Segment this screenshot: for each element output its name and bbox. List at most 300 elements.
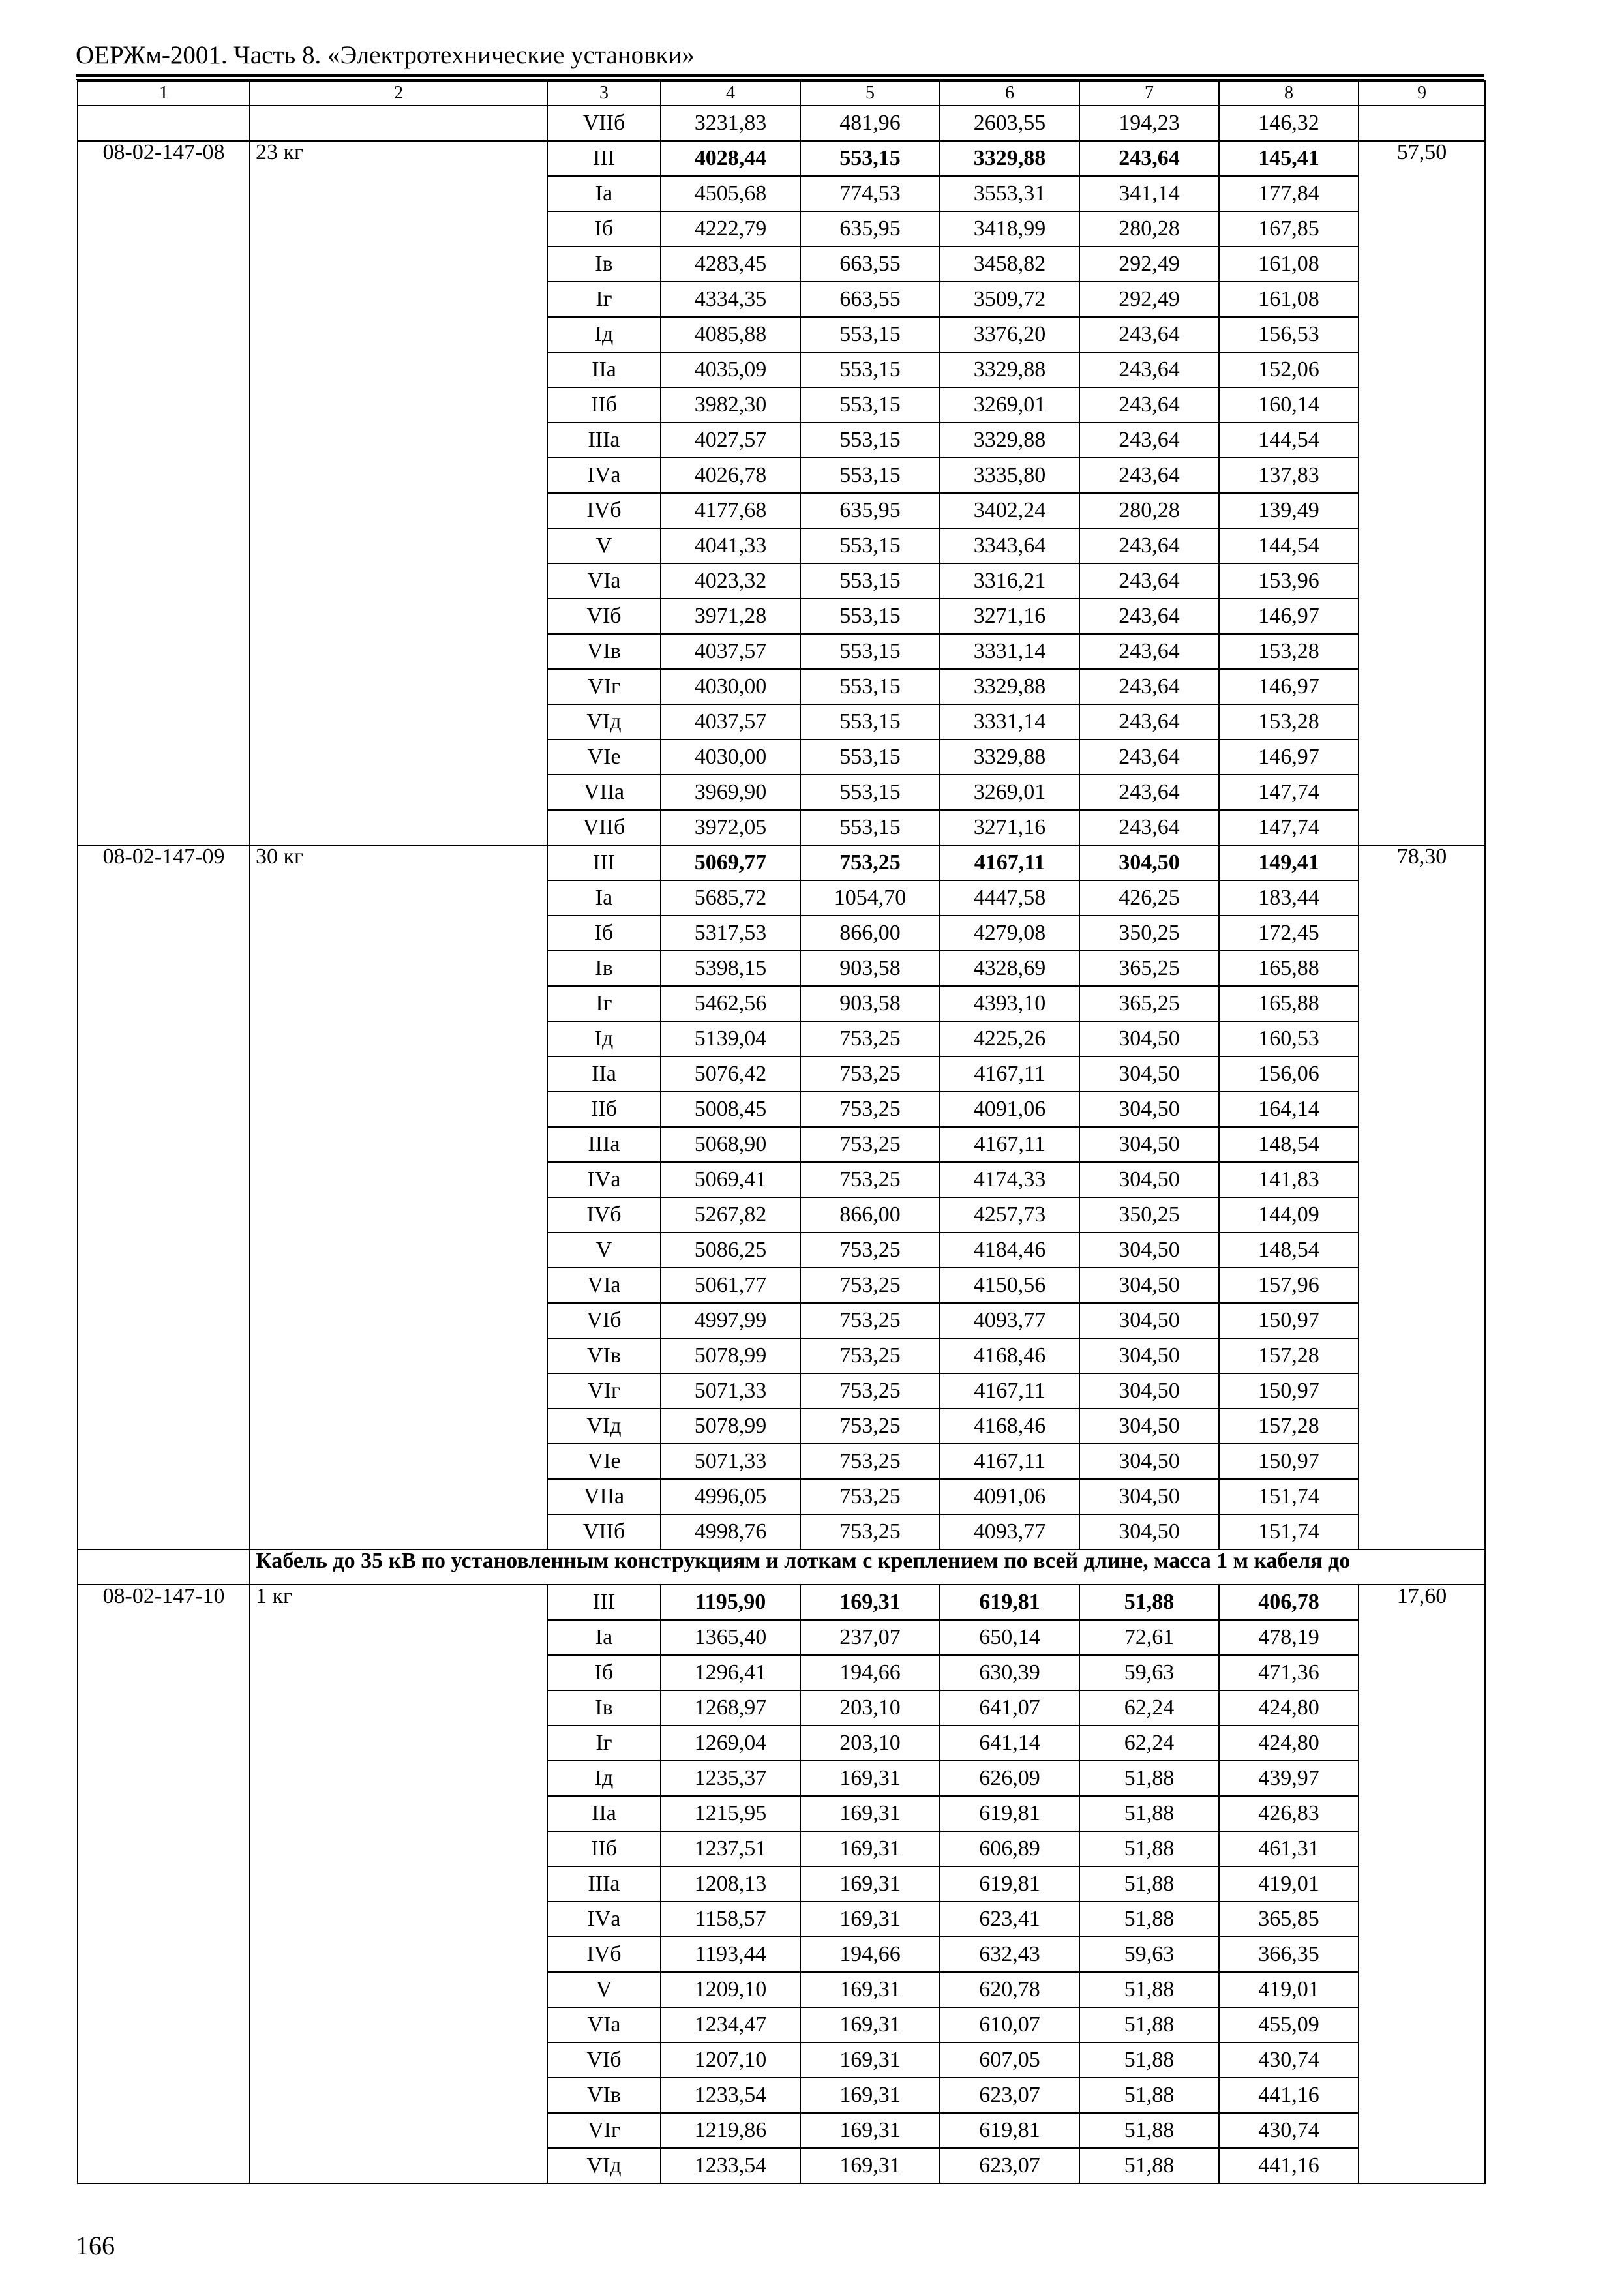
machinists-wages-cell: 341,14 — [1079, 176, 1219, 211]
machinists-wages-cell: 51,88 — [1079, 1796, 1219, 1831]
machines-cell: 4167,11 — [940, 845, 1079, 880]
materials-cell: 146,97 — [1219, 740, 1359, 775]
rate-name: 30 кг — [250, 845, 547, 1549]
total-cost-cell: 4037,57 — [661, 634, 800, 669]
wages-cell: 1054,70 — [800, 880, 940, 916]
total-cost-cell: 5462,56 — [661, 986, 800, 1021]
machinists-wages-cell: 243,64 — [1079, 810, 1219, 845]
zone-cell: VIIб — [547, 810, 661, 845]
wages-cell: 553,15 — [800, 141, 940, 176]
total-cost-cell: 4997,99 — [661, 1303, 800, 1338]
machinists-wages-cell: 304,50 — [1079, 1373, 1219, 1409]
machines-cell: 4279,08 — [940, 916, 1079, 951]
zone-cell: IVб — [547, 493, 661, 528]
total-cost-cell: 4505,68 — [661, 176, 800, 211]
machines-cell: 650,14 — [940, 1620, 1079, 1655]
total-cost-cell: 4996,05 — [661, 1479, 800, 1514]
zone-cell: III — [547, 1585, 661, 1620]
materials-cell: 146,97 — [1219, 599, 1359, 634]
total-cost-cell: 5069,41 — [661, 1162, 800, 1197]
wages-cell: 203,10 — [800, 1690, 940, 1726]
machines-cell: 610,07 — [940, 2007, 1079, 2042]
zone-cell: Iг — [547, 986, 661, 1021]
zone-cell: Iа — [547, 1620, 661, 1655]
machines-cell: 619,81 — [940, 1866, 1079, 1902]
materials-cell: 149,41 — [1219, 845, 1359, 880]
wages-cell: 553,15 — [800, 634, 940, 669]
zone-cell: V — [547, 528, 661, 563]
header-rule — [76, 74, 1484, 77]
wages-cell: 553,15 — [800, 740, 940, 775]
materials-cell: 161,08 — [1219, 247, 1359, 282]
rate-code: 08-02-147-08 — [78, 141, 250, 845]
wages-cell: 753,25 — [800, 1127, 940, 1162]
rate-code — [78, 106, 250, 141]
zone-cell: Iв — [547, 951, 661, 986]
machines-cell: 3509,72 — [940, 282, 1079, 317]
materials-cell: 478,19 — [1219, 1620, 1359, 1655]
zone-cell: VIб — [547, 1303, 661, 1338]
total-cost-cell: 5078,99 — [661, 1409, 800, 1444]
machinists-wages-cell: 243,64 — [1079, 704, 1219, 740]
machinists-wages-cell: 243,64 — [1079, 634, 1219, 669]
machinists-wages-cell: 350,25 — [1079, 1197, 1219, 1233]
materials-cell: 157,28 — [1219, 1338, 1359, 1373]
machines-cell: 4091,06 — [940, 1092, 1079, 1127]
total-cost-cell: 4030,00 — [661, 669, 800, 704]
materials-cell: 148,54 — [1219, 1233, 1359, 1268]
machines-cell: 619,81 — [940, 1796, 1079, 1831]
machines-cell: 3331,14 — [940, 704, 1079, 740]
materials-cell: 157,96 — [1219, 1268, 1359, 1303]
machinists-wages-cell: 243,64 — [1079, 775, 1219, 810]
machines-cell: 3329,88 — [940, 740, 1079, 775]
machines-cell: 3271,16 — [940, 810, 1079, 845]
materials-cell: 165,88 — [1219, 986, 1359, 1021]
machinists-wages-cell: 304,50 — [1079, 1409, 1219, 1444]
machines-cell: 606,89 — [940, 1831, 1079, 1866]
machines-cell: 623,07 — [940, 2148, 1079, 2183]
zone-cell: V — [547, 1972, 661, 2007]
zone-cell: Iб — [547, 916, 661, 951]
materials-cell: 165,88 — [1219, 951, 1359, 986]
machinists-wages-cell: 280,28 — [1079, 493, 1219, 528]
machinists-wages-cell: 280,28 — [1079, 211, 1219, 247]
zone-cell: VIе — [547, 740, 661, 775]
machinists-wages-cell: 243,64 — [1079, 387, 1219, 423]
wages-cell: 194,66 — [800, 1937, 940, 1972]
total-cost-cell: 1268,97 — [661, 1690, 800, 1726]
column-number: 3 — [547, 81, 661, 106]
section-title: Кабель до 35 кВ по установленным конструкциям и лоткам с креплением по всей длине, масса 1 м кабеля до — [250, 1549, 1485, 1585]
wages-cell: 553,15 — [800, 563, 940, 599]
column-number: 2 — [250, 81, 547, 106]
machinists-wages-cell: 292,49 — [1079, 282, 1219, 317]
machines-cell: 3316,21 — [940, 563, 1079, 599]
wages-cell: 553,15 — [800, 317, 940, 352]
materials-cell: 455,09 — [1219, 2007, 1359, 2042]
materials-cell: 148,54 — [1219, 1127, 1359, 1162]
total-cost-cell: 4334,35 — [661, 282, 800, 317]
materials-cell: 441,16 — [1219, 2078, 1359, 2113]
materials-cell: 161,08 — [1219, 282, 1359, 317]
total-cost-cell: 4037,57 — [661, 704, 800, 740]
machines-cell: 641,14 — [940, 1726, 1079, 1761]
machines-cell: 3329,88 — [940, 669, 1079, 704]
wages-cell: 553,15 — [800, 387, 940, 423]
column-number: 4 — [661, 81, 800, 106]
total-cost-cell: 5076,42 — [661, 1056, 800, 1092]
machinists-wages-cell: 304,50 — [1079, 1338, 1219, 1373]
total-cost-cell: 4283,45 — [661, 247, 800, 282]
column-number-row — [78, 81, 1485, 106]
table-row — [78, 845, 1485, 880]
materials-cell: 183,44 — [1219, 880, 1359, 916]
machinists-wages-cell: 365,25 — [1079, 951, 1219, 986]
materials-cell: 151,74 — [1219, 1479, 1359, 1514]
total-cost-cell: 4998,76 — [661, 1514, 800, 1549]
zone-cell: IIа — [547, 352, 661, 387]
total-cost-cell: 4222,79 — [661, 211, 800, 247]
machines-cell: 619,81 — [940, 1585, 1079, 1620]
machinists-wages-cell: 62,24 — [1079, 1726, 1219, 1761]
zone-cell: IIIа — [547, 1866, 661, 1902]
machinists-wages-cell: 51,88 — [1079, 1866, 1219, 1902]
total-cost-cell: 1233,54 — [661, 2148, 800, 2183]
wages-cell: 553,15 — [800, 423, 940, 458]
machines-cell: 4091,06 — [940, 1479, 1079, 1514]
machines-cell: 4150,56 — [940, 1268, 1079, 1303]
zone-cell: IVа — [547, 1162, 661, 1197]
materials-cell: 153,28 — [1219, 634, 1359, 669]
machinists-wages-cell: 304,50 — [1079, 1056, 1219, 1092]
machinists-wages-cell: 51,88 — [1079, 2148, 1219, 2183]
machines-cell: 4167,11 — [940, 1373, 1079, 1409]
machines-cell: 4174,33 — [940, 1162, 1079, 1197]
machinists-wages-cell: 304,50 — [1079, 1268, 1219, 1303]
materials-cell: 144,54 — [1219, 528, 1359, 563]
machinists-wages-cell: 243,64 — [1079, 740, 1219, 775]
total-cost-cell: 4023,32 — [661, 563, 800, 599]
wages-cell: 553,15 — [800, 775, 940, 810]
machines-cell: 3376,20 — [940, 317, 1079, 352]
machinists-wages-cell: 51,88 — [1079, 1972, 1219, 2007]
zone-cell: IVб — [547, 1197, 661, 1233]
total-cost-cell: 1215,95 — [661, 1796, 800, 1831]
machines-cell: 4447,58 — [940, 880, 1079, 916]
wages-cell: 169,31 — [800, 2078, 940, 2113]
machinists-wages-cell: 243,64 — [1079, 317, 1219, 352]
wages-cell: 753,25 — [800, 1162, 940, 1197]
machines-cell: 619,81 — [940, 2113, 1079, 2148]
zone-cell: Iв — [547, 247, 661, 282]
machinists-wages-cell: 243,64 — [1079, 423, 1219, 458]
machines-cell: 607,05 — [940, 2042, 1079, 2078]
zone-cell: Iб — [547, 211, 661, 247]
wages-cell: 553,15 — [800, 352, 940, 387]
zone-cell: VIIб — [547, 106, 661, 141]
wages-cell: 553,15 — [800, 528, 940, 563]
wages-cell: 169,31 — [800, 2148, 940, 2183]
machines-cell: 3329,88 — [940, 423, 1079, 458]
materials-cell: 424,80 — [1219, 1690, 1359, 1726]
wages-cell: 663,55 — [800, 282, 940, 317]
wages-cell: 866,00 — [800, 916, 940, 951]
wages-cell: 203,10 — [800, 1726, 940, 1761]
wages-cell: 753,25 — [800, 1409, 940, 1444]
machines-cell: 4167,11 — [940, 1444, 1079, 1479]
materials-cell: 144,54 — [1219, 423, 1359, 458]
total-cost-cell: 1296,41 — [661, 1655, 800, 1690]
machinists-wages-cell: 243,64 — [1079, 528, 1219, 563]
total-cost-cell: 5398,15 — [661, 951, 800, 986]
machinists-wages-cell: 51,88 — [1079, 2042, 1219, 2078]
zone-cell: IIб — [547, 387, 661, 423]
zone-cell: III — [547, 141, 661, 176]
machinists-wages-cell: 51,88 — [1079, 2078, 1219, 2113]
machinists-wages-cell: 426,25 — [1079, 880, 1219, 916]
rate-name — [250, 106, 547, 141]
machinists-wages-cell: 304,50 — [1079, 1233, 1219, 1268]
machines-cell: 623,41 — [940, 1902, 1079, 1937]
materials-cell: 153,96 — [1219, 563, 1359, 599]
materials-cell: 144,09 — [1219, 1197, 1359, 1233]
total-cost-cell: 1219,86 — [661, 2113, 800, 2148]
materials-cell: 147,74 — [1219, 775, 1359, 810]
zone-cell: VIв — [547, 634, 661, 669]
materials-cell: 419,01 — [1219, 1866, 1359, 1902]
machines-cell: 626,09 — [940, 1761, 1079, 1796]
total-cost-cell: 4030,00 — [661, 740, 800, 775]
machinists-wages-cell: 62,24 — [1079, 1690, 1219, 1726]
wages-cell: 169,31 — [800, 1831, 940, 1866]
total-cost-cell: 5139,04 — [661, 1021, 800, 1056]
machinists-wages-cell: 243,64 — [1079, 563, 1219, 599]
zone-cell: Iв — [547, 1690, 661, 1726]
machines-cell: 620,78 — [940, 1972, 1079, 2007]
machines-cell: 3329,88 — [940, 141, 1079, 176]
zone-cell: IIб — [547, 1092, 661, 1127]
machinists-wages-cell: 292,49 — [1079, 247, 1219, 282]
wages-cell: 237,07 — [800, 1620, 940, 1655]
machines-cell: 3553,31 — [940, 176, 1079, 211]
materials-cell: 150,97 — [1219, 1373, 1359, 1409]
total-cost-cell: 5086,25 — [661, 1233, 800, 1268]
zone-cell: VIб — [547, 599, 661, 634]
rate-name: 1 кг — [250, 1585, 547, 2183]
total-cost-cell: 5061,77 — [661, 1268, 800, 1303]
zone-cell: IVа — [547, 1902, 661, 1937]
machinists-wages-cell: 243,64 — [1079, 669, 1219, 704]
total-cost-cell: 5069,77 — [661, 845, 800, 880]
wages-cell: 169,31 — [800, 1796, 940, 1831]
machines-cell: 3402,24 — [940, 493, 1079, 528]
machines-cell: 4167,11 — [940, 1056, 1079, 1092]
total-cost-cell: 3231,83 — [661, 106, 800, 141]
materials-cell: 157,28 — [1219, 1409, 1359, 1444]
zone-cell: VIв — [547, 1338, 661, 1373]
machines-cell: 623,07 — [940, 2078, 1079, 2113]
total-cost-cell: 5685,72 — [661, 880, 800, 916]
wages-cell: 194,66 — [800, 1655, 940, 1690]
zone-cell: VIг — [547, 2113, 661, 2148]
materials-cell: 419,01 — [1219, 1972, 1359, 2007]
machines-cell: 4393,10 — [940, 986, 1079, 1021]
materials-cell: 430,74 — [1219, 2113, 1359, 2148]
machines-cell: 3458,82 — [940, 247, 1079, 282]
materials-cell: 172,45 — [1219, 916, 1359, 951]
materials-cell: 145,41 — [1219, 141, 1359, 176]
machinists-wages-cell: 51,88 — [1079, 1585, 1219, 1620]
machines-cell: 3343,64 — [940, 528, 1079, 563]
wages-cell: 169,31 — [800, 1902, 940, 1937]
materials-cell: 150,97 — [1219, 1444, 1359, 1479]
materials-cell: 147,74 — [1219, 810, 1359, 845]
zone-cell: Iа — [547, 880, 661, 916]
wages-cell: 553,15 — [800, 704, 940, 740]
total-cost-cell: 1208,13 — [661, 1866, 800, 1902]
wages-cell: 903,58 — [800, 951, 940, 986]
materials-cell: 426,83 — [1219, 1796, 1359, 1831]
machines-cell: 632,43 — [940, 1937, 1079, 1972]
zone-cell: VIе — [547, 1444, 661, 1479]
materials-cell: 150,97 — [1219, 1303, 1359, 1338]
total-cost-cell: 3971,28 — [661, 599, 800, 634]
total-cost-cell: 4085,88 — [661, 317, 800, 352]
wages-cell: 903,58 — [800, 986, 940, 1021]
zone-cell: VIIб — [547, 1514, 661, 1549]
machinists-wages-cell: 350,25 — [1079, 916, 1219, 951]
materials-cell: 441,16 — [1219, 2148, 1359, 2183]
total-cost-cell: 3982,30 — [661, 387, 800, 423]
machinists-wages-cell: 304,50 — [1079, 1092, 1219, 1127]
zone-cell: VIIа — [547, 1479, 661, 1514]
materials-cell: 139,49 — [1219, 493, 1359, 528]
zone-cell: V — [547, 1233, 661, 1268]
labor-cost-cell — [1359, 106, 1485, 141]
materials-cell: 430,74 — [1219, 2042, 1359, 2078]
zone-cell: Iг — [547, 1726, 661, 1761]
machinists-wages-cell: 59,63 — [1079, 1937, 1219, 1972]
materials-cell: 366,35 — [1219, 1937, 1359, 1972]
wages-cell: 753,25 — [800, 1373, 940, 1409]
total-cost-cell: 4035,09 — [661, 352, 800, 387]
table-row — [78, 141, 1485, 176]
total-cost-cell: 5317,53 — [661, 916, 800, 951]
total-cost-cell: 4026,78 — [661, 458, 800, 493]
rate-name: 23 кг — [250, 141, 547, 845]
machines-cell: 3269,01 — [940, 387, 1079, 423]
machinists-wages-cell: 304,50 — [1079, 1303, 1219, 1338]
table-row — [78, 1585, 1485, 1620]
machinists-wages-cell: 365,25 — [1079, 986, 1219, 1021]
wages-cell: 753,25 — [800, 1092, 940, 1127]
machines-cell: 4168,46 — [940, 1338, 1079, 1373]
materials-cell: 153,28 — [1219, 704, 1359, 740]
materials-cell: 141,83 — [1219, 1162, 1359, 1197]
materials-cell: 152,06 — [1219, 352, 1359, 387]
materials-cell: 439,97 — [1219, 1761, 1359, 1796]
machinists-wages-cell: 51,88 — [1079, 2007, 1219, 2042]
total-cost-cell: 5267,82 — [661, 1197, 800, 1233]
machinists-wages-cell: 304,50 — [1079, 1479, 1219, 1514]
wages-cell: 553,15 — [800, 669, 940, 704]
machines-cell: 2603,55 — [940, 106, 1079, 141]
materials-cell: 156,06 — [1219, 1056, 1359, 1092]
total-cost-cell: 1195,90 — [661, 1585, 800, 1620]
machinists-wages-cell: 304,50 — [1079, 1162, 1219, 1197]
table-row — [78, 106, 1485, 141]
wages-cell: 753,25 — [800, 845, 940, 880]
wages-cell: 753,25 — [800, 1021, 940, 1056]
machines-cell: 4257,73 — [940, 1197, 1079, 1233]
labor-cost-cell: 78,30 — [1359, 845, 1485, 1549]
total-cost-cell: 5068,90 — [661, 1127, 800, 1162]
machinists-wages-cell: 194,23 — [1079, 106, 1219, 141]
column-number: 8 — [1219, 81, 1359, 106]
materials-cell: 146,32 — [1219, 106, 1359, 141]
materials-cell: 156,53 — [1219, 317, 1359, 352]
materials-cell: 164,14 — [1219, 1092, 1359, 1127]
machinists-wages-cell: 304,50 — [1079, 1127, 1219, 1162]
materials-cell: 406,78 — [1219, 1585, 1359, 1620]
machinists-wages-cell: 243,64 — [1079, 458, 1219, 493]
machines-cell: 3331,14 — [940, 634, 1079, 669]
zone-cell: Iд — [547, 317, 661, 352]
total-cost-cell: 1158,57 — [661, 1902, 800, 1937]
zone-cell: VIв — [547, 2078, 661, 2113]
wages-cell: 774,53 — [800, 176, 940, 211]
machines-cell: 4184,46 — [940, 1233, 1079, 1268]
machines-cell: 630,39 — [940, 1655, 1079, 1690]
wages-cell: 169,31 — [800, 1585, 940, 1620]
zone-cell: IVа — [547, 458, 661, 493]
zone-cell: VIг — [547, 1373, 661, 1409]
machinists-wages-cell: 243,64 — [1079, 599, 1219, 634]
machinists-wages-cell: 304,50 — [1079, 845, 1219, 880]
rate-code: 08-02-147-09 — [78, 845, 250, 1549]
total-cost-cell: 4041,33 — [661, 528, 800, 563]
wages-cell: 169,31 — [800, 2113, 940, 2148]
machines-cell: 3335,80 — [940, 458, 1079, 493]
machinists-wages-cell: 304,50 — [1079, 1444, 1219, 1479]
wages-cell: 753,25 — [800, 1303, 940, 1338]
section-row — [78, 1549, 1485, 1585]
materials-cell: 151,74 — [1219, 1514, 1359, 1549]
wages-cell: 553,15 — [800, 458, 940, 493]
materials-cell: 177,84 — [1219, 176, 1359, 211]
zone-cell: VIд — [547, 1409, 661, 1444]
machines-cell: 4093,77 — [940, 1303, 1079, 1338]
machines-cell: 3329,88 — [940, 352, 1079, 387]
machines-cell: 3269,01 — [940, 775, 1079, 810]
materials-cell: 365,85 — [1219, 1902, 1359, 1937]
machinists-wages-cell: 72,61 — [1079, 1620, 1219, 1655]
materials-cell: 471,36 — [1219, 1655, 1359, 1690]
total-cost-cell: 4027,57 — [661, 423, 800, 458]
total-cost-cell: 1207,10 — [661, 2042, 800, 2078]
machinists-wages-cell: 243,64 — [1079, 352, 1219, 387]
total-cost-cell: 1234,47 — [661, 2007, 800, 2042]
zone-cell: Iг — [547, 282, 661, 317]
machinists-wages-cell: 51,88 — [1079, 1831, 1219, 1866]
machinists-wages-cell: 243,64 — [1079, 141, 1219, 176]
wages-cell: 169,31 — [800, 2042, 940, 2078]
page-header: ОЕРЖм-2001. Часть 8. «Электротехнические установки» — [76, 41, 695, 69]
materials-cell: 424,80 — [1219, 1726, 1359, 1761]
wages-cell: 169,31 — [800, 1972, 940, 2007]
total-cost-cell: 1235,37 — [661, 1761, 800, 1796]
